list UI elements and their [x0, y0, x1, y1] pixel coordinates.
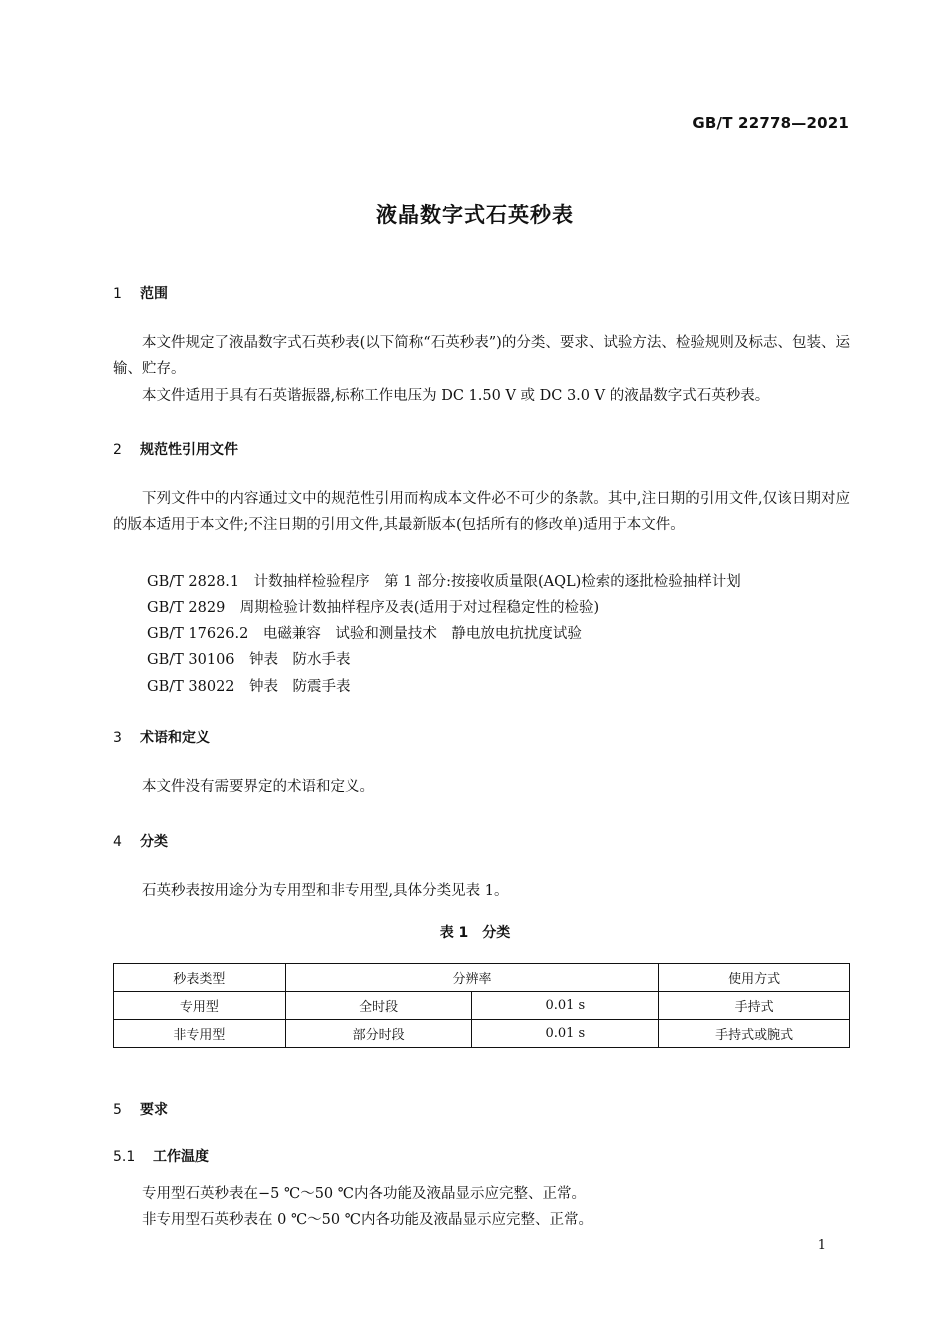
section-title: 范围: [140, 286, 168, 302]
section-number: 4: [113, 834, 122, 850]
section-2-paragraph-1: 下列文件中的内容通过文中的规范性引用而构成本文件必不可少的条款。其中,注日期的引用文件,仅该日期对应的版本适用于本文件;不注日期的引用文件,其最新版本(包括所有的修改单)适用于本文件。: [113, 491, 850, 533]
header-type: 秒表类型: [114, 964, 286, 992]
section-5-1-heading: [113, 1146, 209, 1166]
section-5-1-paragraph-1: 专用型石英秒表在−5 ℃～50 ℃内各功能及液晶显示应完整、正常。: [142, 1186, 586, 1202]
section-5-1-paragraph-2: 非专用型石英秒表在 0 ℃～50 ℃内各功能及液晶显示应完整、正常。: [142, 1212, 593, 1228]
header-usage: 使用方式: [659, 964, 850, 992]
section-title: 术语和定义: [140, 730, 210, 746]
cell-usage: 手持式或腕式: [659, 1020, 850, 1048]
section-3-heading: [113, 727, 210, 747]
table-header-row: [114, 964, 850, 992]
section-title: 工作温度: [153, 1149, 209, 1165]
section-1-heading: [113, 283, 168, 303]
cell-type: 非专用型: [114, 1020, 286, 1048]
cell-usage: 手持式: [659, 992, 850, 1020]
section-5-heading: [113, 1099, 168, 1119]
table-row: [114, 992, 850, 1020]
reference-item: GB/T 2829 周期检验计数抽样程序及表(适用于对过程稳定性的检验): [147, 600, 600, 616]
document-title: 液晶数字式石英秒表: [376, 203, 574, 227]
reference-item: GB/T 30106 钟表 防水手表: [147, 652, 351, 668]
classification-table: [113, 963, 850, 1048]
section-number: 5.1: [113, 1149, 136, 1165]
section-1-paragraph-1: 本文件规定了液晶数字式石英秒表(以下简称“石英秒表”)的分类、要求、试验方法、检验规则及标志、包装、运输、贮存。: [113, 335, 850, 377]
reference-item: GB/T 17626.2 电磁兼容 试验和测量技术 静电放电抗扰度试验: [147, 626, 582, 642]
section-title: 要求: [140, 1102, 168, 1118]
section-title: 分类: [140, 834, 168, 850]
section-1-paragraph-2: 本文件适用于具有石英谐振器,标称工作电压为 DC 1.50 V 或 DC 3.0 V 的液晶数字式石英秒表。: [142, 388, 770, 404]
cell-resolution: 0.01 s: [472, 992, 659, 1020]
section-number: 5: [113, 1102, 122, 1118]
reference-item: GB/T 38022 钟表 防震手表: [147, 679, 351, 695]
header-resolution: 分辨率: [285, 964, 658, 992]
section-number: 3: [113, 730, 122, 746]
section-4-heading: [113, 831, 168, 851]
page-number: 1: [817, 1238, 826, 1253]
cell-period: 全时段: [285, 992, 472, 1020]
section-2-heading: [113, 439, 238, 459]
cell-resolution: 0.01 s: [472, 1020, 659, 1048]
reference-item: GB/T 2828.1 计数抽样检验程序 第 1 部分:按接收质量限(AQL)检索的逐批检验抽样计划: [147, 574, 741, 590]
table-caption: 表 1 分类: [439, 925, 511, 941]
section-number: 1: [113, 286, 122, 302]
cell-type: 专用型: [114, 992, 286, 1020]
section-4-paragraph-1: 石英秒表按用途分为专用型和非专用型,具体分类见表 1。: [142, 883, 509, 899]
cell-period: 部分时段: [285, 1020, 472, 1048]
section-3-paragraph-1: 本文件没有需要界定的术语和定义。: [142, 779, 374, 795]
section-title: 规范性引用文件: [140, 442, 238, 458]
standard-code: GB/T 22778—2021: [692, 114, 849, 132]
section-number: 2: [113, 442, 122, 458]
table-row: [114, 1020, 850, 1048]
